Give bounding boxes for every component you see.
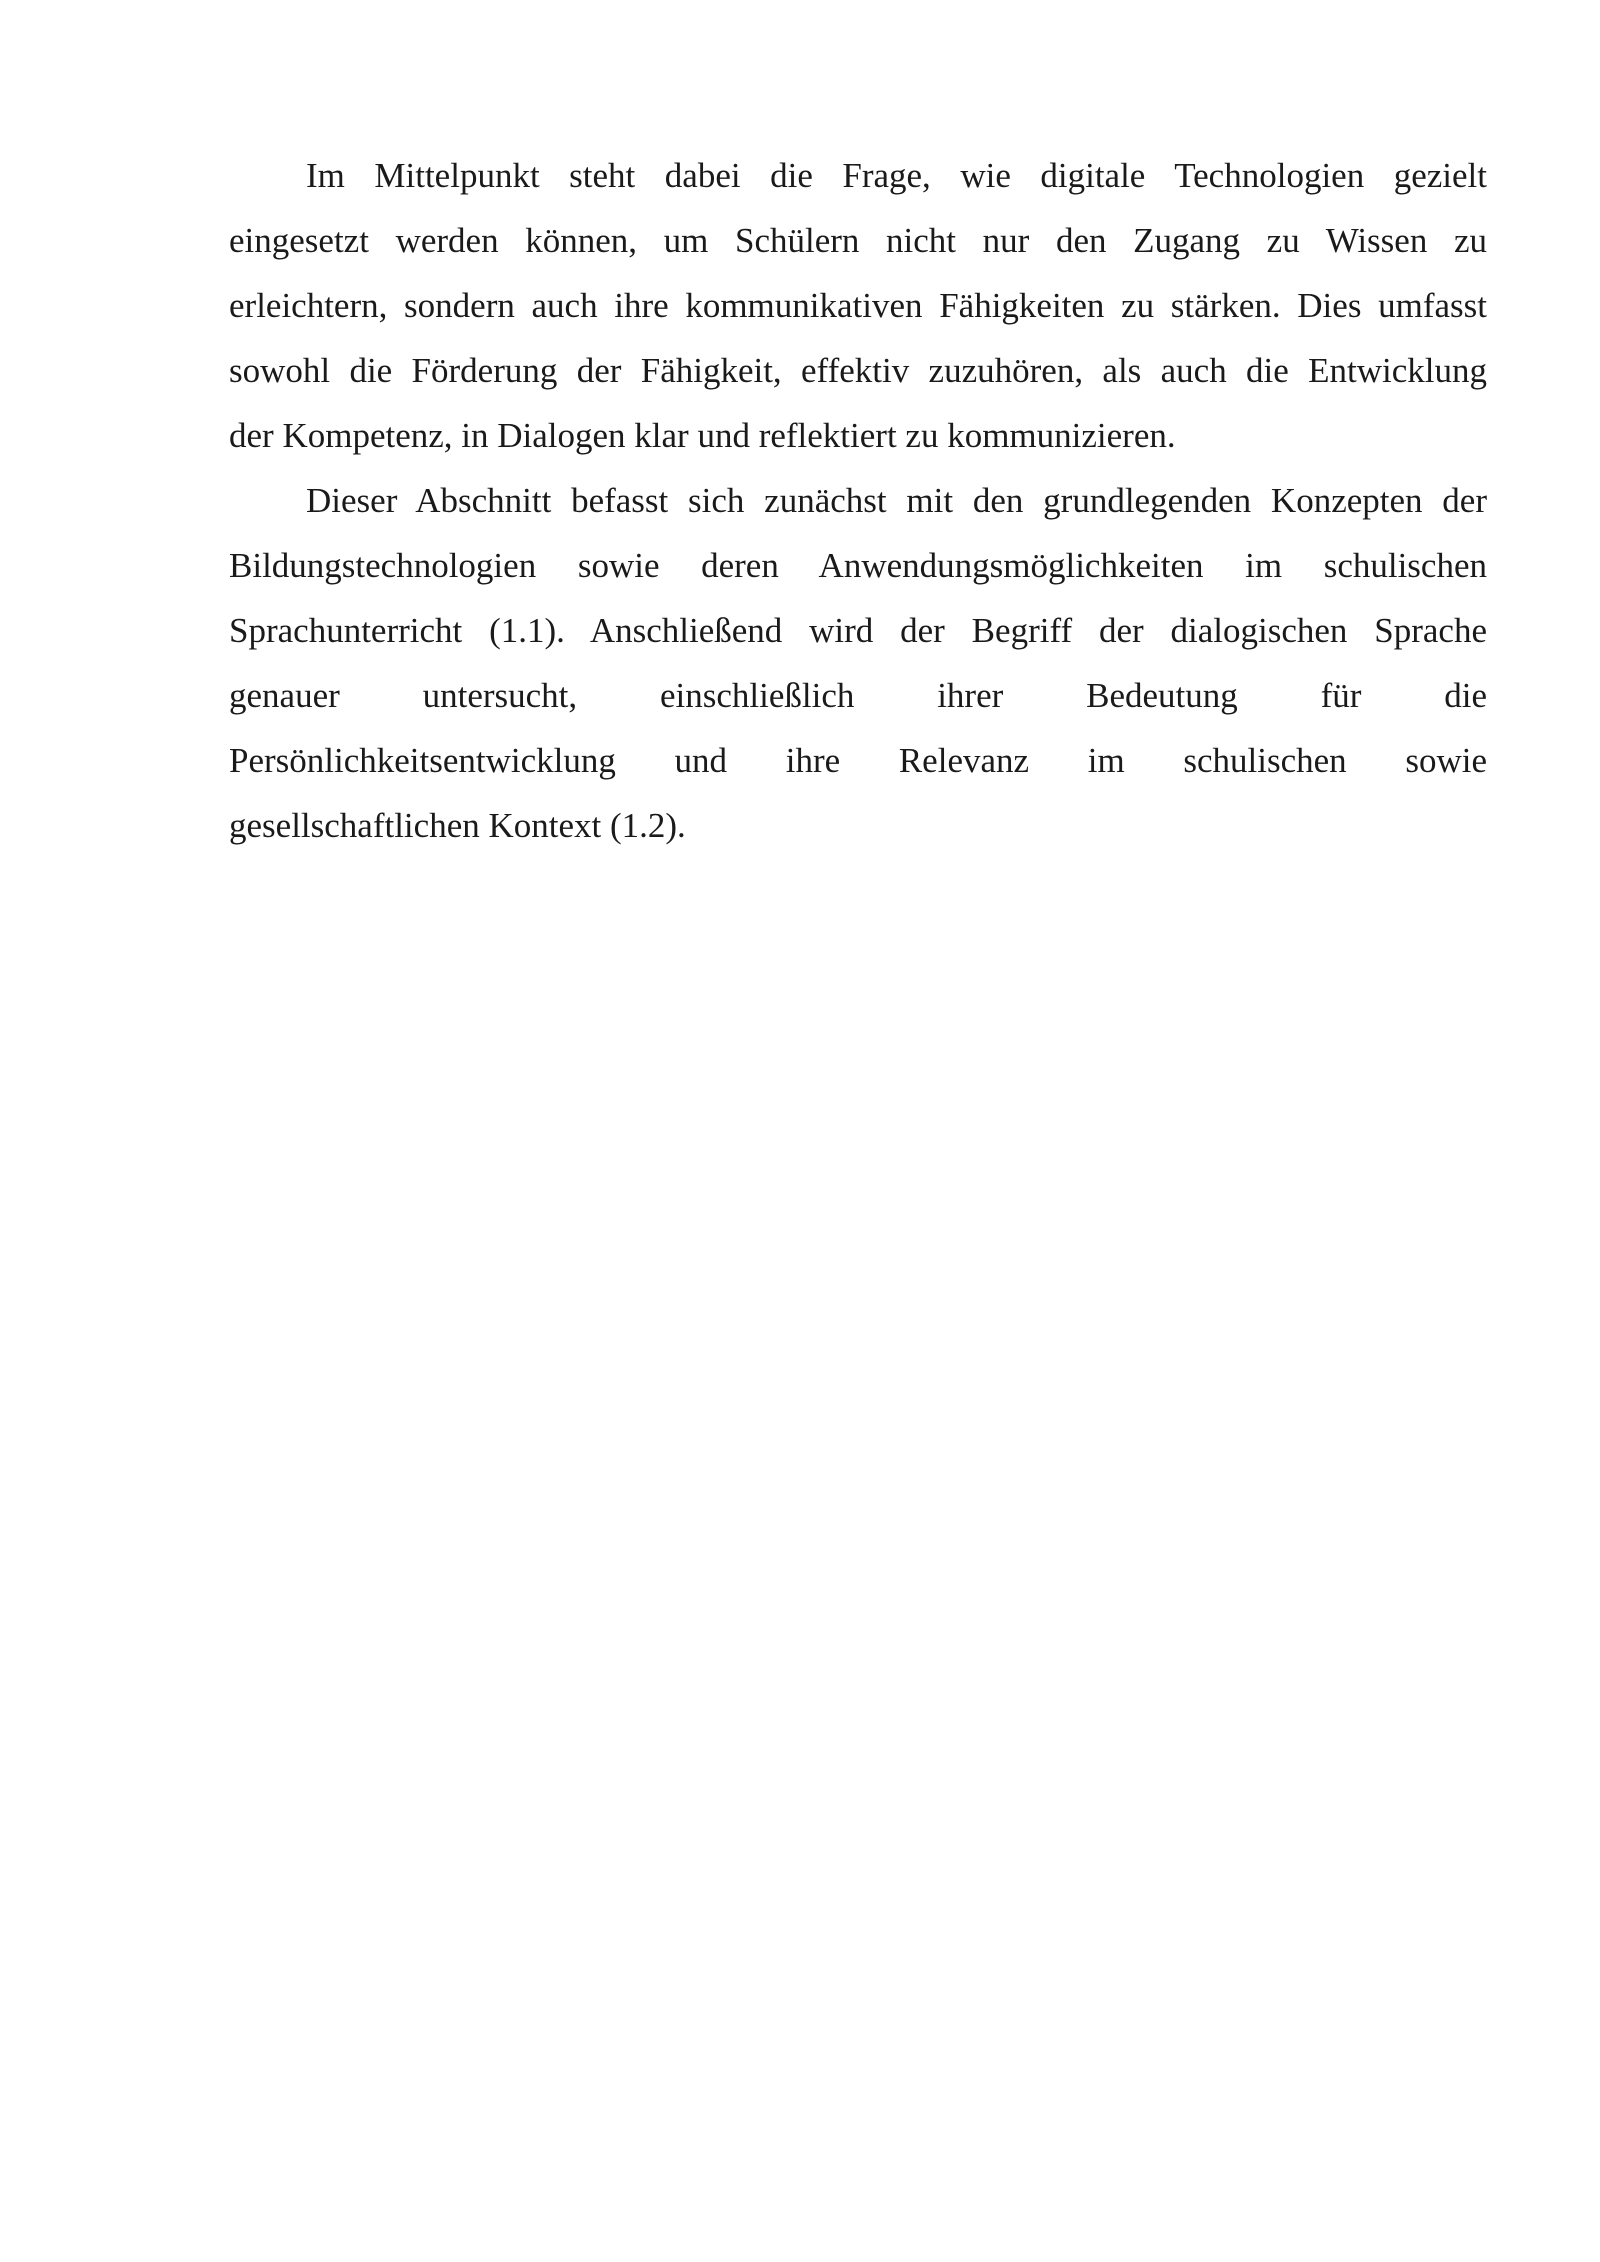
text-line: erleichtern, sondern auch ihre kommunikativen Fähigkeiten zu stärken. Dies umfasst	[229, 286, 1487, 325]
text-line: der Kompetenz, in Dialogen klar und reflektiert zu kommunizieren.	[229, 416, 1176, 455]
paragraph-2	[229, 468, 1487, 858]
text-line: Sprachunterricht (1.1). Anschließend wird der Begriff der dialogischen Sprache	[229, 611, 1487, 650]
text-line: sowohl die Förderung der Fähigkeit, effektiv zuzuhören, als auch die Entwicklung	[229, 351, 1487, 390]
text-line: eingesetzt werden können, um Schülern nicht nur den Zugang zu Wissen zu	[229, 221, 1487, 260]
text-line: Dieser Abschnitt befasst sich zunächst mit den grundlegenden Konzepten der	[306, 481, 1487, 520]
text-line: Bildungstechnologien sowie deren Anwendungsmöglichkeiten im schulischen	[229, 546, 1487, 585]
body-text	[229, 143, 1487, 858]
text-line: Persönlichkeitsentwicklung und ihre Relevanz im schulischen sowie	[229, 741, 1487, 780]
text-line: genauer untersucht, einschließlich ihrer Bedeutung für die	[229, 676, 1487, 715]
text-line: Im Mittelpunkt steht dabei die Frage, wie digitale Technologien gezielt	[306, 156, 1487, 195]
text-line: gesellschaftlichen Kontext (1.2).	[229, 806, 686, 845]
paragraph-1	[229, 143, 1487, 468]
